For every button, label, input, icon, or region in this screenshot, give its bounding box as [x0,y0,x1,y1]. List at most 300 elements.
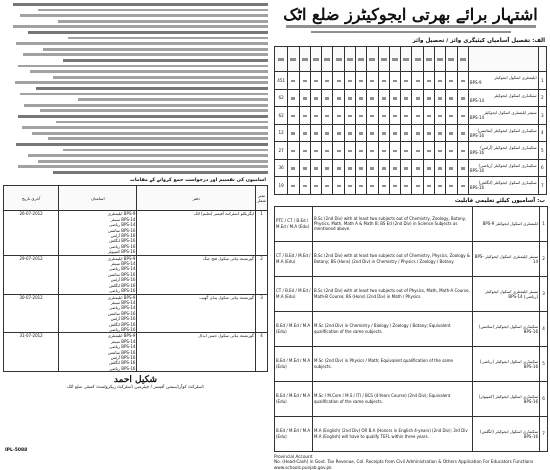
cell-value-mark [438,150,442,153]
cell-value-mark [348,185,352,188]
vacancy-col-header [310,47,321,72]
cell-value-mark [461,132,465,135]
vacancy-cell [457,72,468,90]
cell-value-mark [382,80,386,83]
cell-value-mark [325,97,329,100]
vacancy-cell [333,124,344,142]
vacancy-post-name: سکینڈری اسکول ایجوکیٹر (ریاضی) [478,162,537,168]
vacancy-row [275,72,547,90]
cell-value-mark [370,167,374,170]
text-line-mark [28,154,268,157]
vacancy-cell [344,142,355,160]
cell-value-mark [291,97,295,100]
text-line-mark [58,20,268,23]
cell-value-mark [325,185,329,188]
right-column [274,3,547,470]
text-line-mark [38,160,268,163]
cell-value-mark [348,80,352,83]
vacancy-col-header [401,47,412,72]
cell-value-mark [427,167,431,170]
cell-value-mark [348,97,352,100]
vacancy-cell [389,124,400,142]
cell-value-mark [314,80,318,83]
cell-value-mark [449,115,453,118]
vacancy-cell [299,89,310,107]
cell-value-mark [291,115,295,118]
vacancy-row [275,107,547,125]
text-line-mark [48,137,268,140]
cell-value-mark [416,167,420,170]
office-date: 26-07-2012 [4,211,59,255]
cell-value-mark [314,97,318,100]
vacancy-cell [457,159,468,177]
vacancy-cell [344,72,355,90]
qualification-text: M.A (English) (2nd Div) OR B.A (Honors in English 4-years) (2nd Div); 3rd Div M.A (English) will have to qualify TEFL within three years. [313,416,473,451]
vacancy-cell [457,177,468,195]
vacancy-cell [288,142,299,160]
header-text-mark [324,58,330,61]
vacancy-cell [299,142,310,160]
vacancy-cell [344,124,355,142]
cell-value-mark [303,115,307,118]
cell-value-mark [449,167,453,170]
vacancy-cell [333,89,344,107]
vacancy-sn: 4 [538,124,546,142]
vacancy-col-header [378,47,389,72]
text-line-mark [63,149,268,152]
office-post-item: BPS-16 ریاضی [108,288,136,294]
vacancy-cell [446,177,457,195]
vacancy-cell [288,124,299,142]
vacancy-post [468,124,538,142]
text-line-mark [18,115,268,118]
cell-value-mark [348,150,352,153]
office-sn: 1 [255,211,267,255]
cell-value-mark [382,97,386,100]
text-line-mark [68,37,268,40]
text-line-mark [20,14,268,17]
cell-value-mark [325,167,329,170]
office-posts [59,255,137,294]
vacancy-cell [423,89,434,107]
office-post-item: BPS-14 ریاضی [108,305,136,311]
vacancy-sn: 7 [538,177,546,195]
qualification-text: M.Sc (2nd Div) in Chemistry / Biology / Zoology / Botany; Equivalent qualification of the same subjects. [313,311,473,346]
cell-value-mark [404,185,408,188]
qualification-post: سکینڈری اسکول ایجوکیٹر (کمپیوٹر) BPS-16 [473,381,540,416]
vacancy-cell [367,159,378,177]
vacancy-cell [333,142,344,160]
vacancy-cell [310,72,321,90]
qualification-post: سکینڈری اسکول ایجوکیٹر (ریاضی) BPS-16 [473,346,540,381]
cell-value-mark [438,80,442,83]
cell-value-mark [370,132,374,135]
office-row [4,255,268,294]
office-post-item: BPS-14 ریاضی [108,266,136,272]
qualification-sn: 6 [540,381,548,416]
office-sn: 3 [255,294,267,333]
vacancy-cell [356,159,367,177]
qualification-category: B.Ed / M.Ed / M.A (Edu) [275,416,313,451]
vacancy-cell [378,177,389,195]
cell-value-mark [348,167,352,170]
vacancy-cell [378,107,389,125]
office-post-item: BPS-16 آرٹس [110,277,136,283]
text-line-mark [36,87,268,90]
vacancy-sn: 5 [538,142,546,160]
vacancy-cell [446,107,457,125]
section-b-title: ب: آسامیوں کیلئے تعلیمی قابلیت [454,197,545,204]
office-post-item: BPS-16 ریاضی [108,326,136,332]
office-sn: 4 [255,333,267,372]
office-post-item: BPS-16 سائنس [107,349,136,355]
office-name: گورنمنٹ ہائی سکول فتح جنگ [137,255,255,294]
qualification-category: B.Ed / M.Ed / M.A (Edu) [275,346,313,381]
cell-value-mark [416,115,420,118]
vacancy-cell [389,142,400,160]
cell-value-mark [404,115,408,118]
vacancy-cell [401,124,412,142]
qualification-text: B.Sc (2nd Div) with at least two subjects out of Chemistry, Physics, Zoology & Botany; BS (Hons) (2nd Div) in Chemistry / Physics / Zoology / Botany. [313,241,473,276]
vacancy-cell [288,159,299,177]
qualification-category: CT / B.Ed / M.Ed / M.A (Edu) [275,276,313,311]
office-post-item: BPS-16 انگلش [109,282,136,288]
vacancy-cell [356,89,367,107]
vacancy-cell [412,107,423,125]
vacancy-cell [310,89,321,107]
vacancy-sn: 3 [538,107,546,125]
text-line-mark [23,53,268,56]
cell-value-mark [370,185,374,188]
qualification-row [275,416,548,451]
qualification-text: B.Sc (2nd Div) with at least two subjects out of Chemistry, Zoology, Botany, Physics, Math, Math A & Math B; BS Ed (2nd Div) in Science Subjects as mentioned above. [313,206,473,241]
vacancy-cell [423,159,434,177]
cell-value-mark [449,185,453,188]
text-line-mark [38,9,268,12]
office-name: گورنمنٹ ہائی سکول پنڈی گھیب [137,294,255,333]
header-text-mark [369,58,375,61]
header-text-mark [347,58,353,61]
header-text-mark [358,58,364,61]
cell-value-mark [438,97,442,100]
vacancy-cell [356,177,367,195]
vacancy-post-bps: BPS-9 [469,80,482,86]
vacancy-col-header [288,47,299,72]
text-line-mark [24,104,268,107]
qualification-text: M.Sc (2nd Div) in Physics / Math; Equivalent qualification of the same subjects. [313,346,473,381]
header-text-mark [448,58,454,61]
vacancy-row [275,89,547,107]
header-text-mark [415,58,421,61]
vacancy-cell [288,107,299,125]
vacancy-col-header [457,47,468,72]
office-post-item: BPS-16 انگلش [109,360,136,366]
vacancy-total: 62 [275,89,288,107]
vacancy-post-name: سینئر ایلیمنٹری اسکول ایجوکیٹر [483,110,537,116]
cell-value-mark [303,185,307,188]
office-table [3,185,268,372]
vacancy-cell [389,89,400,107]
vacancy-post-bps: BPS-16 [469,185,485,191]
vacancy-col-header [389,47,400,72]
vacancy-cell [367,124,378,142]
cell-value-mark [359,115,363,118]
vacancy-cell [367,107,378,125]
vacancy-cell [367,142,378,160]
qualification-row [275,381,548,416]
cell-value-mark [314,150,318,153]
vacancy-cell [322,72,333,90]
header-text-mark [460,58,466,61]
vacancy-cell [322,177,333,195]
cell-value-mark [303,150,307,153]
header-text-mark [403,58,409,61]
cell-value-mark [404,97,408,100]
office-posts [59,333,137,372]
cell-value-mark [291,185,295,188]
vacancy-cell [423,72,434,90]
vacancy-cell [344,159,355,177]
cell-value-mark [393,167,397,170]
cell-value-mark [370,80,374,83]
cell-value-mark [416,132,420,135]
vacancy-post-bps: BPS-16 [469,150,485,156]
vacancy-cell [299,72,310,90]
left-column [3,3,268,454]
cell-value-mark [303,167,307,170]
qualification-category: PTC / CT / B.Ed / M.Ed / M.A (Edu) [275,206,313,241]
office-post-item: BPS-16 سائنس [107,227,136,233]
office-sn: 2 [255,255,267,294]
vacancy-cell [378,142,389,160]
cell-value-mark [359,167,363,170]
text-line-mark [16,42,268,45]
office-row [4,294,268,333]
vacancy-table [274,46,547,195]
qualification-category: CT / B.Ed / M.Ed / M.A (Edu) [275,241,313,276]
vacancy-cell [356,142,367,160]
qualification-post: سکینڈری اسکول ایجوکیٹر (انگلش) BPS-16 [473,416,540,451]
vacancy-cell [356,107,367,125]
cell-value-mark [337,80,341,83]
vacancy-row [275,159,547,177]
cell-value-mark [314,167,318,170]
header-text-mark [426,58,432,61]
vacancy-cell [299,159,310,177]
cell-value-mark [427,185,431,188]
office-name: گورنمنٹ ہائی سکول حسن ابدال [137,333,255,372]
qualification-sn: 4 [540,311,548,346]
office-post-item: BPS-9 ایلیمنٹری [107,294,136,300]
office-date: 30-07-2012 [4,294,59,333]
vacancy-cell [412,124,423,142]
vacancy-col-header [299,47,310,72]
signature-title: ڈسٹرکٹ کوآرڈینیشن آفیسر / چیئرمین ڈسٹرکٹ ریکروٹمنٹ کمیٹی ضلع اٹک [67,385,204,391]
vacancy-cell [322,142,333,160]
cell-value-mark [427,97,431,100]
header-text-mark [336,58,342,61]
text-line-mark [16,143,268,146]
vacancy-cell [457,107,468,125]
office-table-header-sn: نمبر شمار [255,186,267,211]
vacancy-cell [333,72,344,90]
qualification-row [275,241,548,276]
vacancy-cell [378,124,389,142]
qualification-table [274,206,548,452]
vacancy-cell [434,124,445,142]
cell-value-mark [404,150,408,153]
cell-value-mark [291,80,295,83]
cell-value-mark [393,115,397,118]
vacancy-cell [310,159,321,177]
vacancy-cell [389,159,400,177]
cell-value-mark [449,97,453,100]
vacancy-post-bps: BPS-14 [469,115,485,121]
office-post-item: BPS-14 سینئر [110,216,136,222]
office-date: 31-07-2012 [4,333,59,372]
headline-subtext [274,25,547,36]
header-text-mark [302,58,308,61]
vacancy-col-header [275,47,288,72]
cell-value-mark [291,167,295,170]
vacancy-post-name: سیکنڈری اسکول ایجوکیٹر [493,92,537,98]
vacancy-post-name: سکینڈری اسکول ایجوکیٹر (آرٹس) [480,145,537,151]
cell-value-mark [337,132,341,135]
qualification-sn: 2 [540,241,548,276]
cell-value-mark [325,115,329,118]
vacancy-post-bps: BPS-16 [469,132,485,138]
cell-value-mark [337,167,341,170]
cell-value-mark [359,185,363,188]
vacancy-cell [423,142,434,160]
vacancy-cell [322,89,333,107]
office-posts [59,294,137,333]
vacancy-cell [389,177,400,195]
cell-value-mark [337,185,341,188]
vacancy-post-name: ایلیمنٹری اسکول ایجوکیٹر [494,75,537,81]
office-post-item: BPS-16 سائنس [107,310,136,316]
vacancy-cell [457,89,468,107]
qualification-sn: 7 [540,416,548,451]
text-line-mark [40,109,268,112]
header-text-mark [392,58,398,61]
vacancy-row [275,177,547,195]
headline: اشتہار برائے بھرتی ایجوکیٹرز ضلع اٹک [283,5,538,24]
vacancy-cell [378,72,389,90]
vacancy-cell [401,89,412,107]
vacancy-cell [434,177,445,195]
note-line: No. (Head-Cash) in Govt. Tax Revenue, Col. Receipts from Civil Administration & Others Application For Educators Functions [274,459,534,465]
vacancy-cell [423,107,434,125]
cell-value-mark [438,167,442,170]
cell-value-mark [382,185,386,188]
vacancy-cell [378,89,389,107]
vacancy-cell [434,89,445,107]
vacancy-cell [401,159,412,177]
vacancy-cell [310,142,321,160]
text-line-mark [13,3,268,6]
office-table-header-office: دفتر [137,186,255,211]
cell-value-mark [337,150,341,153]
office-post-item: BPS-16 آرٹس [110,233,136,239]
vacancy-col-header [434,47,445,72]
cell-value-mark [461,115,465,118]
vacancy-col-header [322,47,333,72]
vacancy-cell [288,177,299,195]
qualification-category: B.Ed / M.Ed / M.A (Edu) [275,311,313,346]
vacancy-cell [434,72,445,90]
office-post-item: BPS-16 آرٹس [110,354,136,360]
office-post-item: BPS-9 ایلیمنٹری [107,333,136,339]
cell-value-mark [393,185,397,188]
left-table-title: اسامیوں کی تقسیم اور درخواست جمع کروانے کے مقامات [130,178,266,184]
cell-value-mark [427,115,431,118]
office-name: ایگزیکٹو ڈسٹرکٹ آفیسر (تعلیم) اٹک [137,211,255,255]
vacancy-post-name: سکینڈری اسکول ایجوکیٹر (سائنس) [477,127,537,133]
office-table-header-posts: اسامیاں [59,186,137,211]
vacancy-cell [389,107,400,125]
vacancy-cell [412,89,423,107]
cell-value-mark [427,132,431,135]
office-post-item: BPS-14 سینئر [110,299,136,305]
cell-value-mark [370,115,374,118]
vacancy-cell [322,159,333,177]
text-line-mark [13,25,268,28]
vacancy-cell [378,159,389,177]
vacancy-cell [333,107,344,125]
vacancy-row [275,142,547,160]
cell-value-mark [438,185,442,188]
vacancy-cell [446,142,457,160]
vacancy-post [468,72,538,90]
vacancy-cell [401,72,412,90]
vacancy-col-post [468,47,538,72]
vacancy-total: 12 [275,124,288,142]
text-line-mark [43,48,268,51]
vacancy-cell [401,177,412,195]
cell-value-mark [449,150,453,153]
vacancy-post [468,107,538,125]
cell-value-mark [393,132,397,135]
cell-value-mark [404,132,408,135]
vacancy-cell [412,142,423,160]
office-post-item: BPS-16 انگلش [109,321,136,327]
cell-value-mark [303,97,307,100]
cell-value-mark [325,132,329,135]
cell-value-mark [291,150,295,153]
cell-value-mark [416,97,420,100]
cell-value-mark [416,185,420,188]
qualification-text: B.Sc (2nd Div) with at least two subjects out of Physics, Math, Math-A Course, Math-B Course; BS (Hons) (2nd Div) in Math / Physics. [313,276,473,311]
vacancy-cell [446,72,457,90]
notes-block [274,454,547,470]
qualification-row [275,346,548,381]
vacancy-cell [367,72,378,90]
vacancy-cell [299,177,310,195]
text-line-mark [22,126,268,129]
cell-value-mark [359,132,363,135]
office-row [4,211,268,255]
office-post-item: BPS-14 سینئر [110,261,136,267]
cell-value-mark [461,150,465,153]
vacancy-cell [322,107,333,125]
vacancy-post [468,142,538,160]
cell-value-mark [382,115,386,118]
vacancy-cell [457,124,468,142]
vacancy-cell [389,72,400,90]
header-text-mark [313,58,319,61]
vacancy-col-header [423,47,434,72]
